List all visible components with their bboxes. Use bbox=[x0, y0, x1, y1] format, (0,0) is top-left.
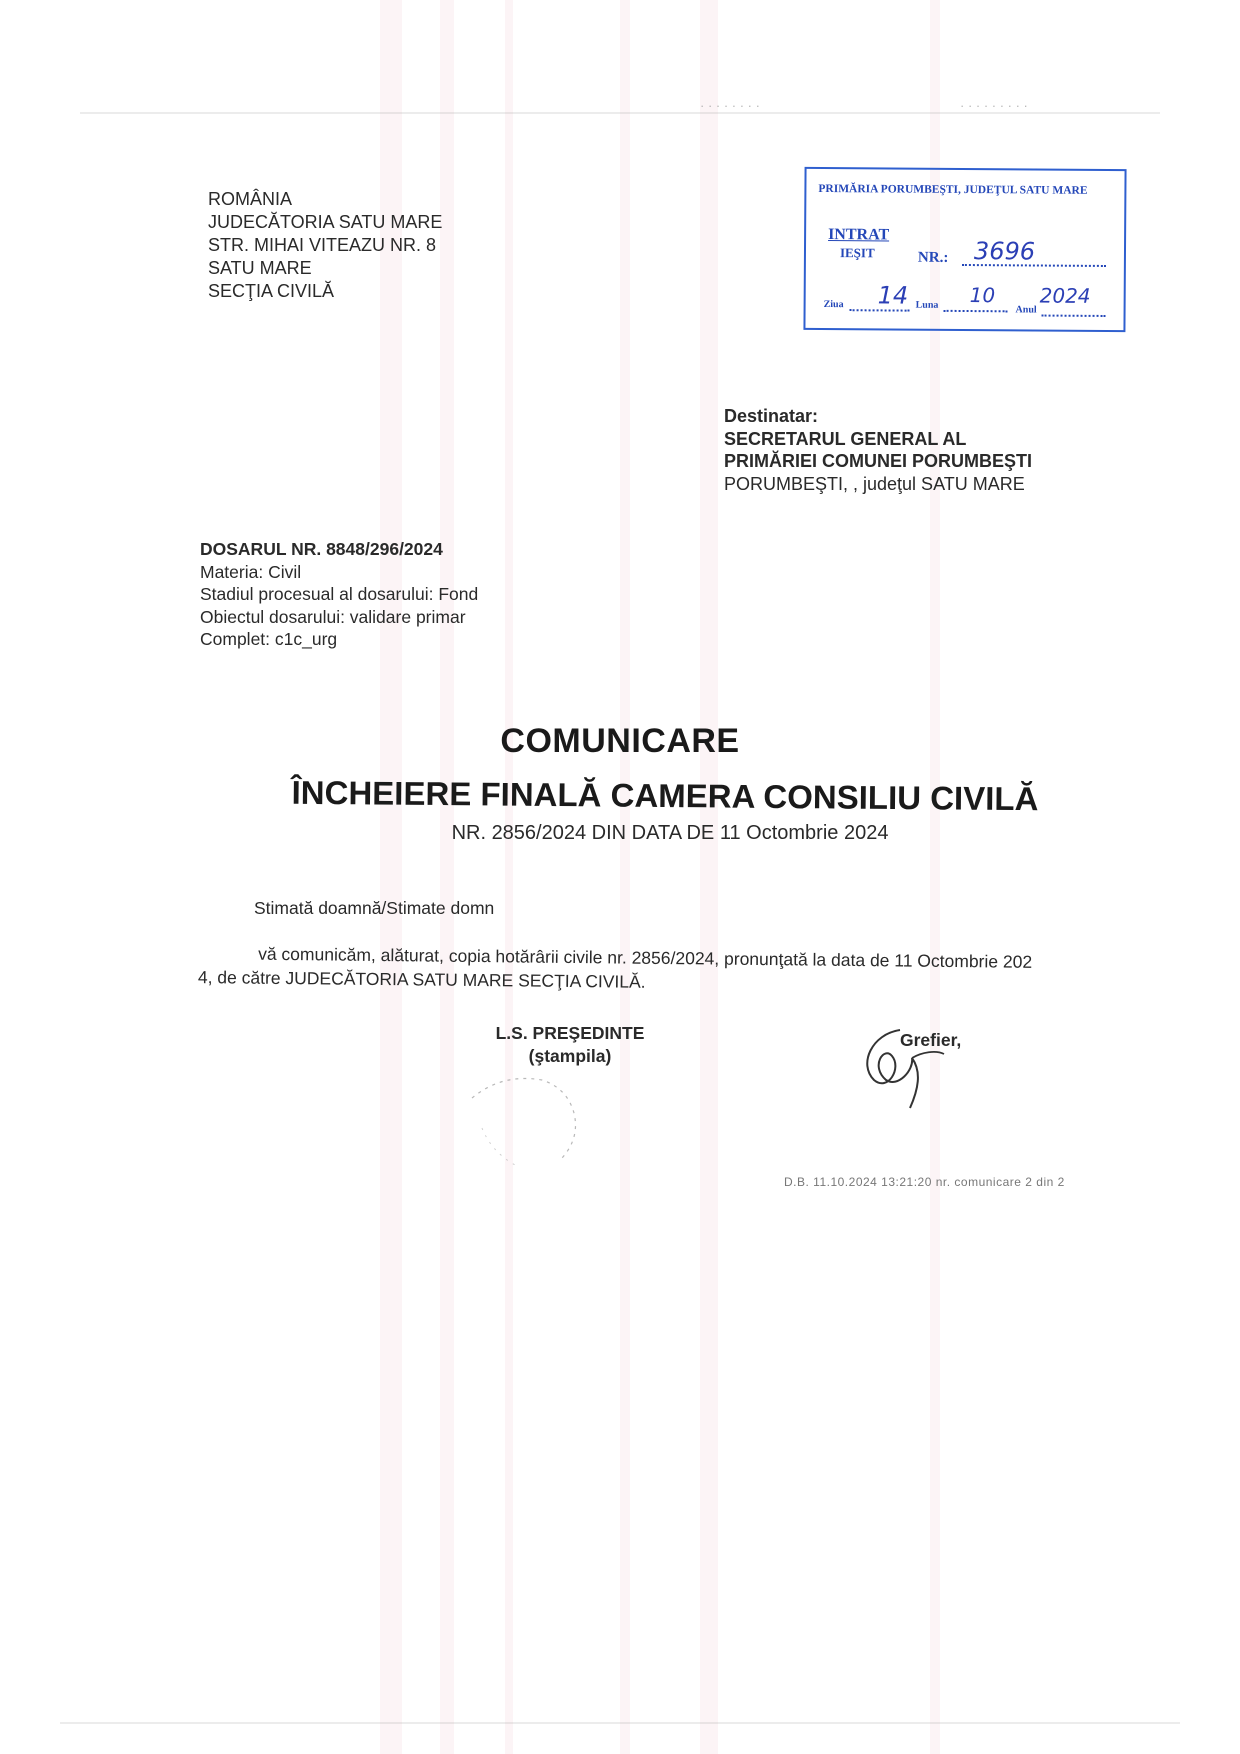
stamp-month-value: 10 bbox=[969, 283, 996, 308]
stamp-nr-label: NR.: bbox=[917, 249, 949, 266]
faded-header-text: · · · · · · · · bbox=[700, 98, 760, 113]
case-info bbox=[200, 538, 478, 651]
president-label: L.S. PREŞEDINTE bbox=[495, 1023, 645, 1043]
country-name: ROMÂNIA bbox=[208, 189, 293, 209]
stamp-placeholder-label: (ştampila) bbox=[528, 1046, 612, 1066]
stamp-year-value: 2024 bbox=[1039, 283, 1091, 308]
case-number: DOSARUL NR. 8848/296/2024 bbox=[200, 539, 443, 559]
stamp-year-label: Anul bbox=[1015, 304, 1037, 316]
faded-header-text: · · · · · · · · · bbox=[960, 98, 1028, 113]
stamp-nr-value: 3696 bbox=[973, 237, 1036, 266]
registry-stamp bbox=[803, 167, 1126, 332]
greeting: Stimată doamnă/Stimate domn bbox=[254, 898, 495, 918]
court-street: STR. MIHAI VITEAZU NR. 8 bbox=[208, 235, 437, 255]
court-city: SATU MARE bbox=[208, 258, 312, 278]
stamp-iesit-label: IEŞIT bbox=[839, 245, 875, 261]
case-matter: Materia: Civil bbox=[200, 561, 302, 582]
stamp-month-line bbox=[944, 310, 1008, 312]
faint-seal-outline bbox=[462, 1068, 592, 1178]
court-name: JUDECĂTORIA SATU MARE bbox=[208, 212, 443, 232]
recipient-block bbox=[724, 405, 1032, 495]
document-reference: NR. 2856/2024 DIN DATA DE 11 Octombrie 2024 bbox=[451, 822, 889, 844]
body-line-1: vă comunicăm, alăturat, copia hotărârii civile nr. 2856/2024, pronunţată la data de 11 Octombrie 202 bbox=[258, 943, 1033, 972]
document-subtitle: ÎNCHEIERE FINALĂ CAMERA CONSILIU CIVILĂ bbox=[291, 773, 1039, 818]
recipient-label: Destinatar: bbox=[724, 406, 819, 426]
president-signature-block bbox=[460, 1022, 680, 1068]
stamp-day-label: Ziua bbox=[823, 299, 844, 311]
stamp-month-label: Luna bbox=[915, 299, 939, 311]
court-section: SECŢIA CIVILĂ bbox=[208, 281, 335, 301]
case-object: Obiectul dosarului: validare primar bbox=[200, 606, 466, 627]
stamp-day-value: 14 bbox=[877, 281, 909, 310]
court-header bbox=[208, 188, 442, 303]
case-panel: Complet: c1c_urg bbox=[200, 629, 338, 649]
document-title: COMUNICARE bbox=[500, 722, 740, 760]
footer-code: D.B. 11.10.2024 13:21:20 nr. comunicare 2 din 2 bbox=[784, 1175, 1065, 1189]
case-stage: Stadiul procesual al dosarului: Fond bbox=[200, 584, 479, 604]
body-line-2: 4, de către JUDECĂTORIA SATU MARE SECŢIA CIVILĂ. bbox=[197, 967, 646, 992]
recipient-line-2: PRIMĂRIEI COMUNEI PORUMBEŞTI bbox=[724, 451, 1033, 471]
clerk-label: Grefier, bbox=[900, 1030, 962, 1050]
stamp-year-line bbox=[1042, 315, 1106, 317]
body-paragraph bbox=[198, 941, 1138, 999]
scan-line bbox=[60, 1722, 1180, 1724]
scan-streak bbox=[620, 0, 630, 1754]
stamp-title: PRIMĂRIA PORUMBEŞTI, JUDEŢUL SATU MARE bbox=[818, 182, 1088, 197]
recipient-line-1: SECRETARUL GENERAL AL bbox=[724, 428, 967, 449]
scan-streak bbox=[505, 0, 513, 1754]
stamp-intrat-label: INTRAT bbox=[828, 226, 890, 244]
recipient-line-3: PORUMBEŞTI, , judeţul SATU MARE bbox=[724, 473, 1025, 494]
scan-streak bbox=[700, 0, 718, 1754]
